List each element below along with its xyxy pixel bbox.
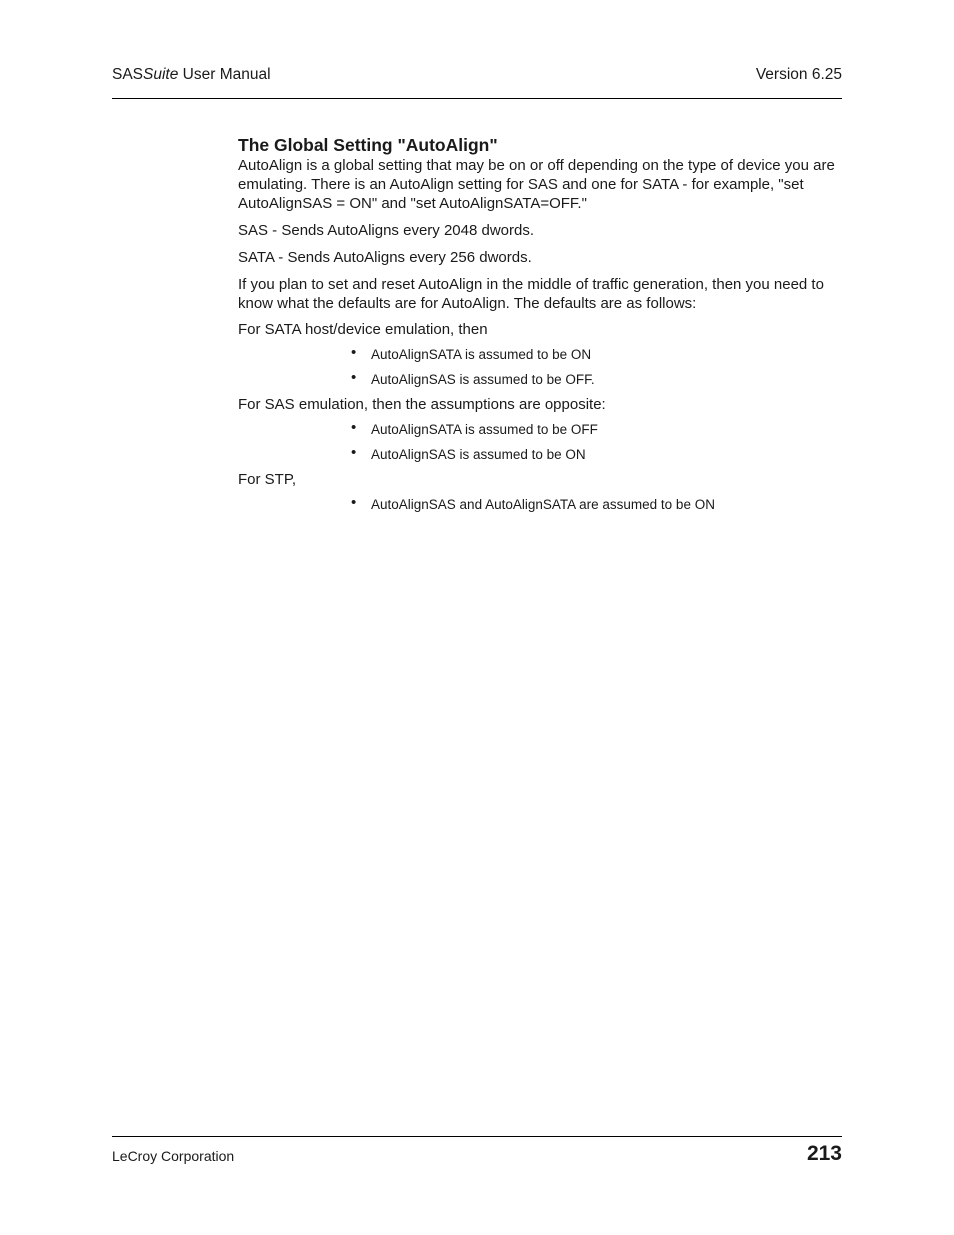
sas-sends-line: SAS - Sends AutoAligns every 2048 dwords.: [238, 222, 535, 239]
list-item-text: AutoAlignSATA is assumed to be ON: [371, 347, 592, 362]
defaults-paragraph: If you plan to set and reset AutoAlign in the middle of traffic generation, then you need to know what the defaults are for AutoAlign. The defaults are as follows:: [238, 276, 824, 312]
bullet-icon: •: [351, 344, 357, 361]
intro-paragraph: AutoAlign is a global setting that may be on or off depending on the type of device you are emulating. There is an AutoAlign setting for SAS and one for SATA - for example, "set AutoAlignSAS = ON" and "set AutoAlignSATA=OFF.": [238, 157, 835, 212]
list-item: [351, 496, 842, 513]
section-heading: The Global Setting "AutoAlign": [238, 135, 498, 155]
bullet-icon: •: [351, 419, 357, 436]
list-item-text: AutoAlignSAS and AutoAlignSATA are assumed to be ON: [371, 497, 715, 512]
list-item: [351, 446, 842, 463]
product-prefix: SAS: [112, 66, 144, 83]
product-italic: Suite: [143, 66, 179, 83]
stp-lead: For STP,: [238, 471, 297, 488]
list-item-text: AutoAlignSAS is assumed to be OFF.: [371, 372, 595, 387]
sata-emulation-list: [238, 346, 842, 388]
product-suffix: User Manual: [178, 66, 271, 83]
main-content: [238, 134, 842, 513]
bullet-icon: •: [351, 444, 357, 461]
list-item-text: AutoAlignSAS is assumed to be ON: [371, 447, 586, 462]
list-item-text: AutoAlignSATA is assumed to be OFF: [371, 422, 598, 437]
sas-emulation-lead: For SAS emulation, then the assumptions are opposite:: [238, 396, 606, 413]
footer-divider: [112, 1136, 842, 1137]
company-name: LeCroy Corporation: [112, 1148, 235, 1164]
header-divider: [112, 98, 842, 99]
sata-sends-line: SATA - Sends AutoAligns every 256 dwords.: [238, 249, 532, 266]
list-item: [351, 346, 842, 363]
manual-title: [112, 66, 271, 84]
list-item: [351, 421, 842, 438]
version-label: Version 6.25: [755, 66, 842, 83]
bullet-icon: •: [351, 494, 357, 511]
stp-list: [238, 496, 842, 513]
page-number: 213: [806, 1142, 842, 1165]
sas-emulation-list: [238, 421, 842, 463]
sata-emulation-lead: For SATA host/device emulation, then: [238, 321, 488, 338]
bullet-icon: •: [351, 369, 357, 386]
list-item: [351, 371, 842, 388]
page-header: [112, 66, 842, 86]
